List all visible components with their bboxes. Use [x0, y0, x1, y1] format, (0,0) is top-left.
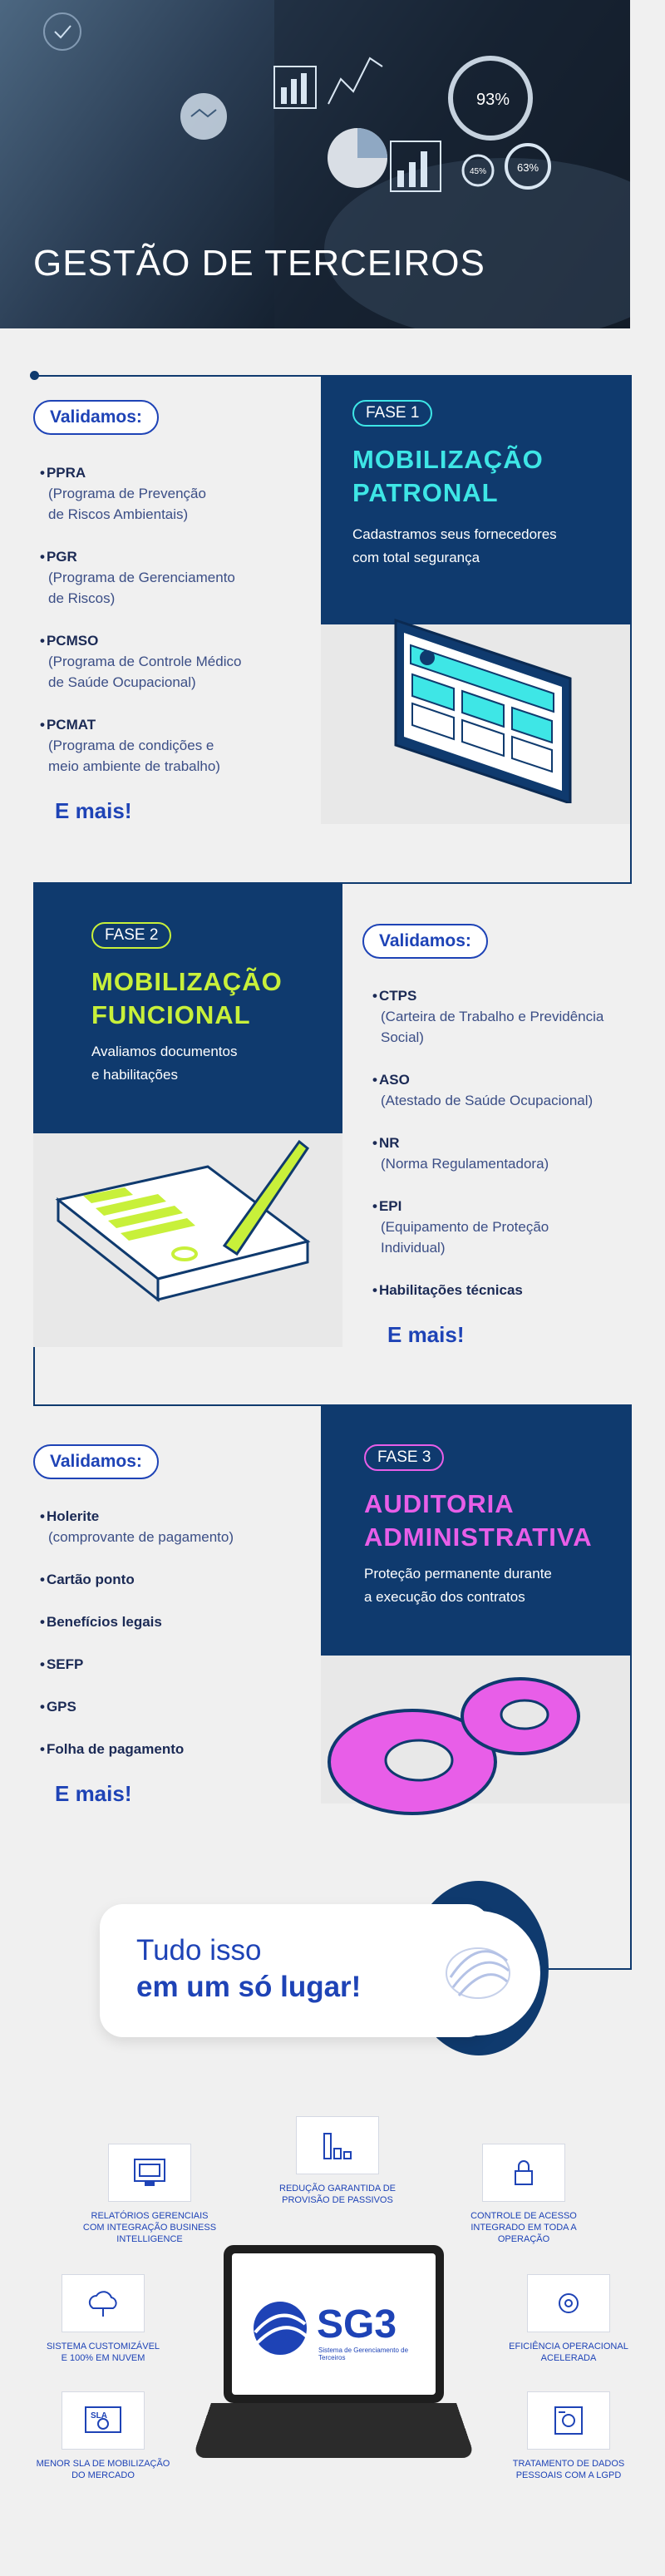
feature-lgpd: TRATAMENTO DE DADOS PESSOAIS COM A LGPD [494, 2391, 643, 2481]
fase1-title: MOBILIZAÇÃO PATRONAL [352, 445, 544, 507]
fase2-title: MOBILIZAÇÃO FUNCIONAL [91, 967, 283, 1029]
fase1-list [40, 462, 314, 824]
list-item: • Cartão ponto [40, 1569, 314, 1590]
report-monitor-icon [131, 2156, 168, 2189]
fase1-desc: Cadastramos seus fornecedores com total segurança [352, 526, 557, 565]
list-item: • NR (Norma Regulamentadora) [372, 1133, 647, 1174]
connector-line [630, 1404, 632, 1970]
validamos-badge-fase2: Validamos: [362, 924, 488, 959]
feature-controle: CONTROLE DE ACESSO INTEGRADO EM TODA A OPERAÇÃO [449, 2144, 598, 2245]
fase3-illustration [321, 1656, 630, 1804]
e-mais-link[interactable]: E mais! [55, 798, 132, 823]
list-item: • SEFP [40, 1654, 314, 1675]
fase1-illustration [321, 624, 630, 824]
gears-icon [321, 1646, 630, 1837]
list-item: • Benefícios legais [40, 1611, 314, 1632]
check-icon [44, 13, 81, 50]
tudo-line2: em um só lugar! [136, 1971, 362, 2003]
list-item: • Habilitações técnicas [372, 1280, 647, 1300]
connector-line [630, 375, 632, 884]
fase3-pill: FASE 3 [364, 1444, 444, 1471]
hero-title: GESTÃO DE TERCEIROS [33, 243, 485, 284]
feature-sistema: SISTEMA CUSTOMIZÁVEL E 100% EM NUVEM [28, 2274, 178, 2364]
laptop-screen [224, 2245, 444, 2403]
laptop-keyboard [192, 2403, 475, 2458]
validamos-badge-fase1: Validamos: [33, 400, 159, 435]
fase2-list [372, 985, 647, 1348]
fase2-desc: Avaliamos documentos e habilitações [91, 1044, 238, 1083]
bar-chart-icon [319, 2129, 356, 2162]
fase2-illustration [33, 1133, 342, 1347]
list-item: • PCMSO (Programa de Controle Médico de Saúde Ocupacional) [40, 630, 314, 693]
list-item: • GPS [40, 1696, 314, 1717]
list-item: • ASO (Atestado de Saúde Ocupacional) [372, 1069, 647, 1111]
list-item: • Folha de pagamento [40, 1739, 314, 1759]
cloud-icon [85, 2287, 121, 2320]
feature-relatorios: RELATÓRIOS GERENCIAIS COM INTEGRAÇÃO BUSINESS INTELLIGENCE [75, 2144, 224, 2245]
fase2-panel [33, 884, 342, 1133]
sg3-logo-globe [247, 2295, 313, 2361]
e-mais-link[interactable]: E mais! [387, 1322, 465, 1347]
e-mais-link[interactable]: E mais! [55, 1781, 132, 1806]
connector-line [549, 1968, 632, 1970]
data-shield-icon [550, 2404, 587, 2437]
fase3-list [40, 1506, 314, 1807]
documents-pen-icon [33, 1133, 342, 1347]
gear-icon [550, 2287, 587, 2320]
list-item: • CTPS (Carteira de Trabalho e Previdência Social) [372, 985, 647, 1048]
fase3-title: AUDITORIA ADMINISTRATIVA [364, 1489, 593, 1552]
brand-tagline: Sistema de Gerenciamento de Terceiros [318, 2347, 409, 2361]
list-item: • PGR (Programa de Gerenciamento de Riscos) [40, 546, 314, 609]
connector-dot [30, 371, 39, 380]
laptop-device [211, 2245, 469, 2478]
monitor-icon [321, 587, 630, 803]
feature-sla: SLA MENOR SLA DE MOBILIZAÇÃO DO MERCADO [28, 2391, 178, 2481]
hero-banner [0, 0, 630, 328]
tudo-line1: Tudo isso [136, 1934, 262, 1967]
fase1-pill: FASE 1 [352, 400, 432, 427]
brand-name: SG3 [317, 2302, 397, 2347]
handshake-icon [180, 93, 227, 140]
fase3-desc: Proteção permanente durante a execução dos contratos [364, 1566, 552, 1605]
validamos-badge-fase3: Validamos: [33, 1444, 159, 1479]
list-item: • EPI (Equipamento de Proteção Individual) [372, 1196, 647, 1258]
list-item: • PPRA (Programa de Prevenção de Riscos Ambientais) [40, 462, 314, 525]
svg-text:SLA: SLA [91, 2411, 107, 2421]
svg-text:63%: 63% [517, 161, 539, 174]
lock-icon [505, 2156, 542, 2189]
svg-text:93%: 93% [476, 91, 510, 109]
feature-reducao: REDUÇÃO GARANTIDA DE PROVISÃO DE PASSIVOS [263, 2116, 412, 2206]
fase2-pill: FASE 2 [91, 922, 171, 949]
fase3-panel [321, 1406, 630, 1656]
svg-text:45%: 45% [470, 167, 487, 176]
sg3-globe-icon [416, 1911, 540, 2036]
list-item: • Holerite (comprovante de pagamento) [40, 1506, 314, 1547]
sla-icon [82, 2404, 124, 2437]
feature-eficiencia: EFICIÊNCIA OPERACIONAL ACELERADA [494, 2274, 643, 2364]
list-item: • PCMAT (Programa de condições e meio ambiente de trabalho) [40, 714, 314, 777]
